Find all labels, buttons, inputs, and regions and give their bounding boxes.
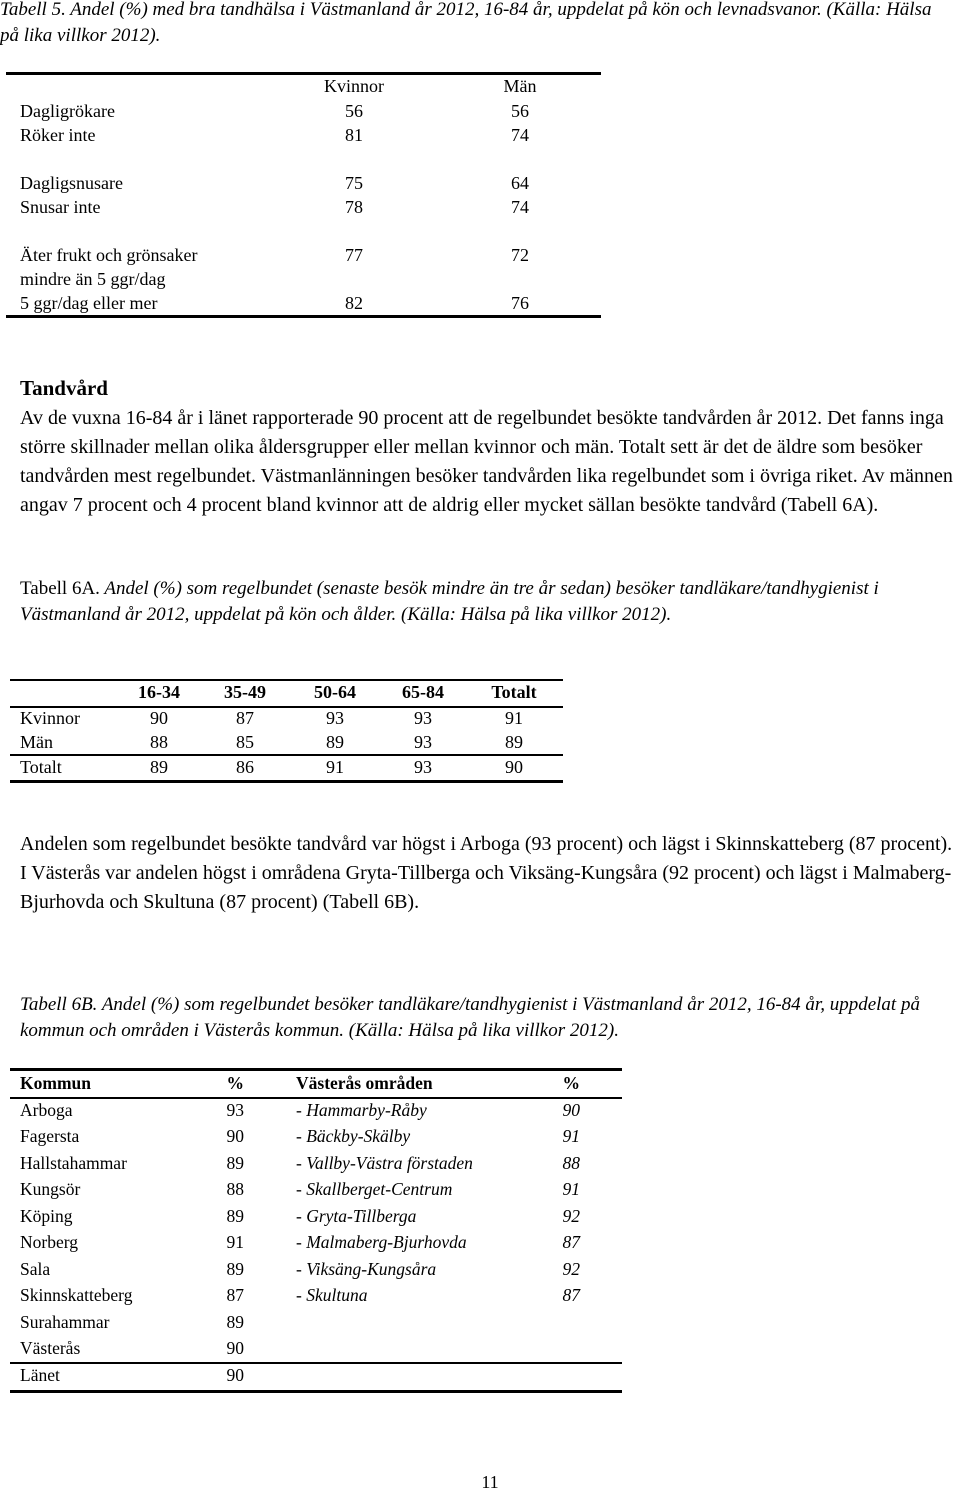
table6a-cell: 93 — [414, 732, 432, 752]
table5-header-man: Män — [503, 76, 537, 96]
table6a-row-label: Män — [20, 732, 53, 752]
table6b-pct: 93 — [226, 1100, 244, 1120]
table6a-cell: 89 — [505, 732, 523, 752]
table6b-omrade: - Malmaberg-Bjurhovda — [296, 1232, 467, 1252]
page-number: 11 — [481, 1472, 499, 1492]
table6b-kommun: Kungsör — [20, 1179, 81, 1199]
table6b-pct: 89 — [226, 1206, 244, 1226]
table6a-cell: 86 — [236, 757, 254, 777]
table6a-cell: 89 — [150, 757, 168, 777]
table6a-header: 65-84 — [402, 682, 444, 702]
table6b-kommun: Länet — [20, 1365, 60, 1385]
table6b-pct: 89 — [226, 1312, 244, 1332]
table6a-row-label: Kvinnor — [20, 708, 80, 728]
table6b-total-rule — [10, 1362, 622, 1364]
table6a-header: 16-34 — [138, 682, 180, 702]
table6b-header-rule — [10, 1097, 622, 1099]
table6b-pct: 89 — [226, 1153, 244, 1173]
table5-cell: 75 — [345, 173, 363, 193]
table5-cell: 76 — [511, 293, 529, 313]
table6b-omrade: - Bäckby-Skälby — [296, 1126, 411, 1146]
table6b-omrade: - Gryta-Tillberga — [296, 1206, 417, 1226]
table6b-header: % — [562, 1073, 580, 1093]
table6b-kommun: Skinnskatteberg — [20, 1285, 133, 1305]
table6a-header: 50-64 — [314, 682, 356, 702]
table6b-kommun: Hallstahammar — [20, 1153, 127, 1173]
table6b-header: Kommun — [20, 1073, 91, 1093]
table5-row-label: mindre än 5 ggr/dag — [20, 269, 166, 289]
table5-row-label: 5 ggr/dag eller mer — [20, 293, 158, 313]
table6a-cell: 90 — [505, 757, 523, 777]
table6b-pct: 90 — [226, 1365, 244, 1385]
table5-top-rule — [6, 72, 601, 75]
table6b-kommun: Västerås — [20, 1338, 81, 1358]
table5-cell: 56 — [345, 101, 363, 121]
table6b-kommun: Surahammar — [20, 1312, 110, 1332]
table6b-omrade-pct: 90 — [562, 1100, 580, 1120]
table6b-omrade: - Skultuna — [296, 1285, 368, 1305]
table6a-cell: 88 — [150, 732, 168, 752]
table6a-header: 35-49 — [224, 682, 266, 702]
table6b-omrade-pct: 87 — [562, 1232, 580, 1252]
table5-row-label: Dagligsnusare — [20, 173, 123, 193]
table6b-omrade-pct: 87 — [562, 1285, 580, 1305]
table5-cell: 64 — [511, 173, 529, 193]
table6b-omrade: - Skallberget-Centrum — [296, 1179, 453, 1199]
table6a-caption-rest: Andel (%) som regelbundet (senaste besök mindre än tre år sedan) besöker tandläkare/tandhygienist i Västmanland år 2012, uppdelat på kön och ålder. (Källa: Hälsa på lika villkor 2012). — [20, 578, 879, 625]
table5-cell: 82 — [345, 293, 363, 313]
table6a-cell: 93 — [326, 708, 344, 728]
table5-cell: 72 — [511, 245, 529, 265]
table6a-cell: 89 — [326, 732, 344, 752]
section-heading: Tandvård — [20, 376, 108, 400]
table6b-omrade-pct: 92 — [562, 1206, 580, 1226]
table6a-caption-lead: Tabell 6A. — [20, 578, 100, 599]
table5-row-label: Snusar inte — [20, 197, 101, 217]
table5-bottom-rule — [6, 315, 601, 318]
table6a-cell: 91 — [326, 757, 344, 777]
table5-cell: 81 — [345, 125, 363, 145]
table6a-cell: 93 — [414, 708, 432, 728]
table6a-row-rule — [10, 754, 563, 756]
table6a-cell: 85 — [236, 732, 254, 752]
table6b-kommun: Köping — [20, 1206, 73, 1226]
table5-cell: 74 — [511, 125, 529, 145]
table6b-bottom-rule — [10, 1390, 622, 1393]
table5-cell: 56 — [511, 101, 529, 121]
table6b-pct: 88 — [226, 1179, 244, 1199]
table6a-caption — [20, 576, 950, 628]
table5-row-label: Dagligrökare — [20, 101, 115, 121]
table6b-pct: 90 — [226, 1126, 244, 1146]
table6b-pct: 91 — [226, 1232, 244, 1252]
table6b-omrade-pct: 88 — [562, 1153, 580, 1173]
municipality-paragraph: Andelen som regelbundet besökte tandvård var högst i Arboga (93 procent) och lägst i Skinnskatteberg (87 procent). I Västerås var andelen högst i områdena Gryta-Tillberga och Viksäng-Kungsåra (92 procent) och lägst i Malmaberg-Bjurhovda och Skultuna (87 procent) (Tabell 6B). — [20, 833, 953, 913]
table6a-top-rule — [10, 679, 563, 681]
table5-cell: 78 — [345, 197, 363, 217]
table6b-kommun: Arboga — [20, 1100, 73, 1120]
table6b-header: Västerås områden — [296, 1073, 433, 1093]
table6b-omrade: - Hammarby-Råby — [296, 1100, 427, 1120]
table5-row-label: Äter frukt och grönsaker — [20, 245, 198, 265]
table6a-cell: 93 — [414, 757, 432, 777]
table6b-omrade-pct: 91 — [562, 1126, 580, 1146]
table6b-omrade: - Viksäng-Kungsåra — [296, 1259, 437, 1279]
table6a-row-label: Totalt — [20, 757, 62, 777]
table6b-kommun: Norberg — [20, 1232, 78, 1252]
table6a-cell: 91 — [505, 708, 523, 728]
table6b-omrade-pct: 91 — [562, 1179, 580, 1199]
table6b-pct: 87 — [226, 1285, 244, 1305]
table6b-omrade-pct: 92 — [562, 1259, 580, 1279]
table6b-caption: Tabell 6B. Andel (%) som regelbundet besöker tandläkare/tandhygienist i Västmanland år 2012, 16-84 år, uppdelat på kommun och områden i Västerås kommun. (Källa: Hälsa på lika villkor 2012). — [20, 994, 920, 1041]
table6a-header: Totalt — [491, 682, 537, 702]
table6b-kommun: Fagersta — [20, 1126, 80, 1146]
table6a-cell: 90 — [150, 708, 168, 728]
table6b-header: % — [226, 1073, 244, 1093]
table5-cell: 74 — [511, 197, 529, 217]
table6b-kommun: Sala — [20, 1259, 51, 1279]
table5-header-kvinnor: Kvinnor — [324, 76, 384, 96]
table6a-bottom-rule — [10, 780, 563, 783]
table6a-cell: 87 — [236, 708, 254, 728]
tandvard-paragraph: Av de vuxna 16-84 år i länet rapporterade 90 procent att de regelbundet besökte tandvården år 2012. Det fanns inga större skillnader mellan olika åldersgrupper eller mellan kvinnor och män. Totalt sett är det de äldre som besöker tandvården mest regelbundet. Västmanlänningen besöker tandvården lika regelbundet som i övriga riket. Av männen angav 7 procent och 4 procent bland kvinnor att de aldrig eller mycket sällan besökte tandvård (Tabell 6A). — [20, 407, 953, 516]
table6b-top-rule — [10, 1068, 622, 1071]
table5-caption: Tabell 5. Andel (%) med bra tandhälsa i Västmanland år 2012, 16-84 år, uppdelat på kön och levnadsvanor. (Källa: Hälsa på lika villkor 2012). — [0, 0, 932, 46]
table5-row-label: Röker inte — [20, 125, 96, 145]
table6b-pct: 89 — [226, 1259, 244, 1279]
table6b-pct: 90 — [226, 1338, 244, 1358]
table5-cell: 77 — [345, 245, 363, 265]
table6b-omrade: - Vallby-Västra förstaden — [296, 1153, 473, 1173]
